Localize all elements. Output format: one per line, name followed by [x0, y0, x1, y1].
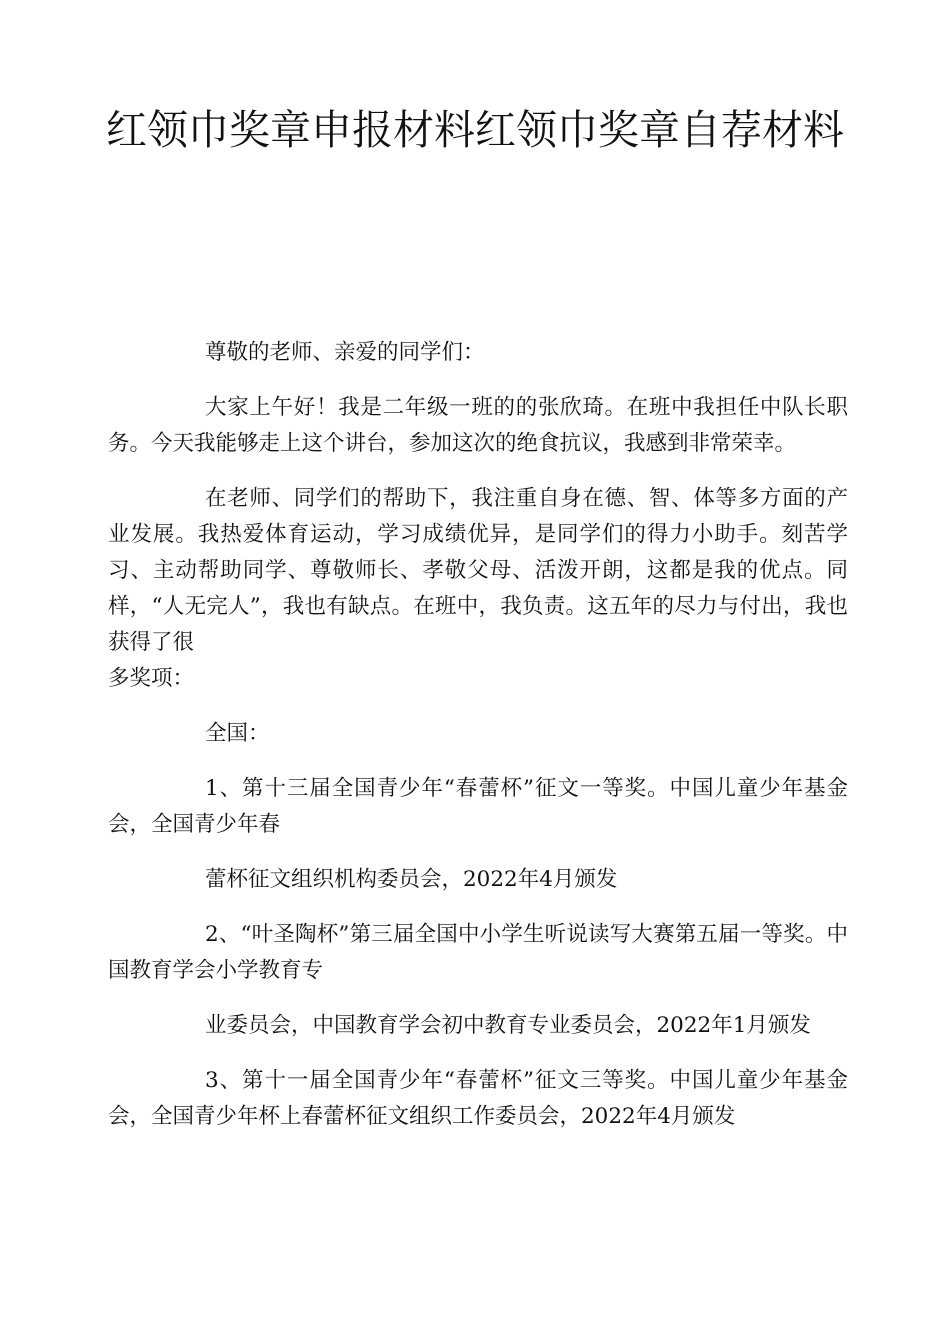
greeting-paragraph: 尊敬的老师、亲爱的同学们：: [205, 340, 485, 365]
award-item-3: 3、第十一届全国青少年“春蕾杯”征文三等奖。中国儿童少年基金会，全国青少年杯上春蕾杯征文组织工作委员会，2022年4月颁发: [108, 1068, 848, 1129]
award-item-2-continued: 业委员会，中国教育学会初中教育专业委员会，2022年1月颁发: [205, 1013, 811, 1038]
national-heading: 全国：: [205, 721, 270, 746]
intro-paragraph: 大家上午好！我是二年级一班的的张欣琦。在班中我担任中队长职务。今天我能够走上这个讲台，参加这次的绝食抗议，我感到非常荣幸。: [108, 395, 848, 456]
document-body: [108, 335, 848, 1135]
award-item-2: 2、“叶圣陶杯”第三届全国中小学生听说读写大赛第五届一等奖。中国教育学会小学教育专: [108, 922, 848, 983]
awards-lead-paragraph: 多奖项：: [108, 666, 195, 691]
award-item-1-continued: 蕾杯征文组织机构委员会，2022年4月颁发: [205, 867, 618, 892]
award-item-1: 1、第十三届全国青少年“春蕾杯”征文一等奖。中国儿童少年基金会，全国青少年春: [108, 776, 848, 837]
self-description-paragraph: 在老师、同学们的帮助下，我注重自身在德、智、体等多方面的产业发展。我热爱体育运动，学习成绩优异，是同学们的得力小助手。刻苦学习、主动帮助同学、尊敬师长、孝敬父母、活泼开朗，这都是我的优点。同样，“人无完人”，我也有缺点。在班中，我负责。这五年的尽力与付出，我也获得了很: [108, 486, 848, 655]
document-title: 红领巾奖章申报材料红领巾奖章自荐材料: [106, 106, 844, 154]
